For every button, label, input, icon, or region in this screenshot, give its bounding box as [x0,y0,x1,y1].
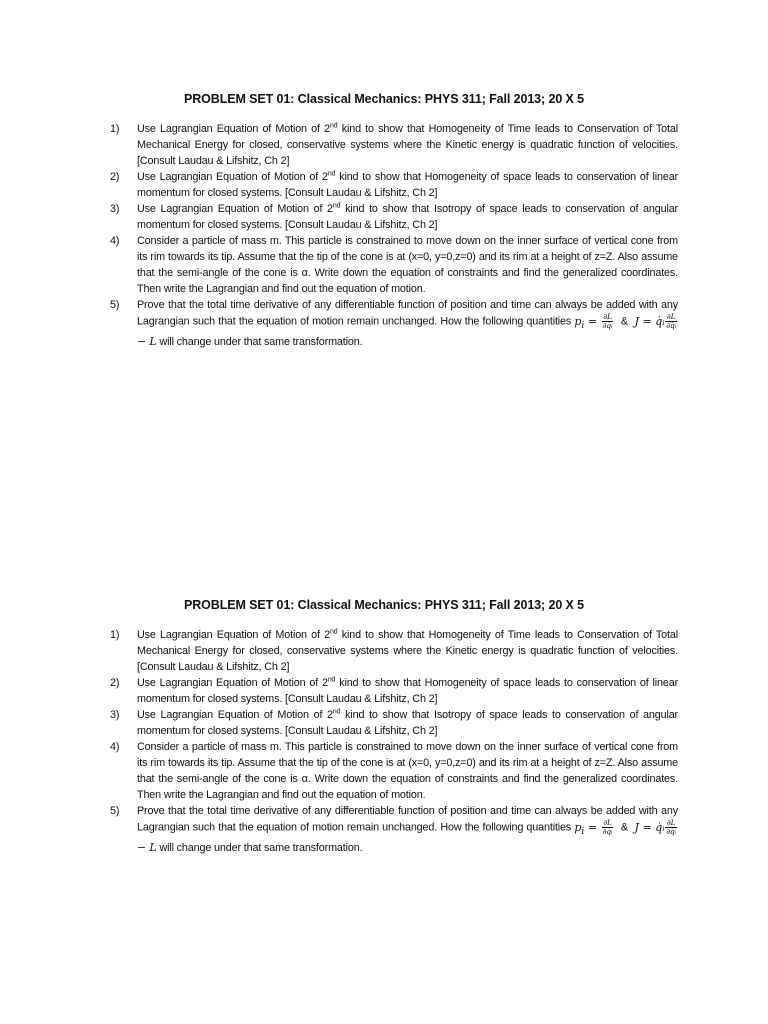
problem-number: 5) [110,299,120,311]
fraction: $\frac{\partial L}{\text{∂q̇ᵢ}}$ [666,818,677,836]
problem-text: kind to show that Homogeneity of Time leads to Conservation of Total Mechanical Energy for closed, conservative systems where the Kinetic energy is quadratic function of velocities. [Consult Laudau & Lifshitz, Ch 2] [137,123,678,167]
ampersand: & [620,821,628,834]
problem-text: Prove that the total time derivative of any differentiable function of position and time can always be added with any Lagrangian such that the equation of motion remain unchanged. How the following quantities [137,299,678,328]
fraction: $\frac{\partial L}{\text{∂q̇ᵢ}}$ [666,312,677,330]
problem-number: 2) [110,171,120,183]
fraction: $\frac{\partial L}{\text{∂q̇ᵢ}}$ [602,312,613,330]
problem-4 [0,739,768,803]
problem-text: kind to show that Homogeneity of Time leads to Conservation of Total Mechanical Energy for closed, conservative systems where the Kinetic energy is quadratic function of velocities. [Consult Laudau & Lifshitz, Ch 2] [137,629,678,673]
problem-number: 2) [110,677,120,689]
problem-text: will change under that same transformation. [159,841,363,854]
problem-number: 1) [110,629,120,641]
problem-text: kind to show that Homogeneity of space leads to conservation of linear momentum for closed systems. [Consult Laudau & Lifshitz, Ch 2] [137,677,679,705]
superscript: nd [327,170,336,178]
problem-number: 4) [110,235,120,247]
superscript: nd [327,676,336,684]
problem-text: Use Lagrangian Equation of Motion of 2 [137,171,328,183]
problem-text: Use Lagrangian Equation of Motion of 2 [137,629,330,641]
problem-text: Use Lagrangian Equation of Motion of 2 [137,203,333,215]
problem-text: kind to show that Homogeneity of space leads to conservation of linear momentum for closed systems. [Consult Laudau & Lifshitz, Ch 2] [137,171,679,199]
problem-set-copy-2 [0,598,768,856]
superscript: nd [332,708,341,716]
problem-text: Consider a particle of mass m. This particle is constrained to move down on the inner surface of vertical cone from its rim towards its tip. Assume that the tip of the cone is at (x=0, y=0,z=0) and its rim at a height of z=Z. Also assume that the semi-angle of the cone is α. Write down the equation of constraints and find the generalized coordinates. Then write the Lagrangian and find out the equation of motion. [137,741,678,801]
problem-number: 4) [110,741,120,753]
energy-formula: J = q̇ᵢ $\frac{\partial L}{\text{∂q̇ᵢ}}$ − L [137,818,677,854]
problem-text: Use Lagrangian Equation of Motion of 2 [137,677,328,689]
problem-number: 3) [110,709,120,721]
problem-3 [0,707,768,739]
problem-4 [0,233,768,297]
problem-text: Consider a particle of mass m. This particle is constrained to move down on the inner surface of vertical cone from its rim towards its tip. Assume that the tip of the cone is at (x=0, y=0,z=0) and its rim at a height of z=Z. Also assume that the semi-angle of the cone is α. Write down the equation of constraints and find the generalized coordinates. Then write the Lagrangian and find out the equation of motion. [137,235,678,295]
problem-5 [0,803,768,856]
momentum-formula: $p_i$ = $\frac{\partial L}{\text{∂q̇ᵢ}}$ [574,818,613,837]
problem-list [0,627,768,856]
problem-number: 3) [110,203,120,215]
fraction: $\frac{\partial L}{\text{∂q̇ᵢ}}$ [602,818,613,836]
problem-text: Use Lagrangian Equation of Motion of 2 [137,123,330,135]
problem-1 [0,627,768,675]
problem-set-copy-1 [0,92,768,350]
problem-text: Prove that the total time derivative of any differentiable function of position and time can always be added with any Lagrangian such that the equation of motion remain unchanged. How the following quantities [137,805,678,834]
energy-formula: J = q̇ᵢ $\frac{\partial L}{\text{∂q̇ᵢ}}$ − L [137,312,677,348]
problem-text: kind to show that Isotropy of space leads to conservation of angular momentum for closed systems. [Consult Laudau & Lifshitz, Ch 2] [137,203,679,231]
momentum-formula: $p_i$ = $\frac{\partial L}{\text{∂q̇ᵢ}}$ [574,312,613,331]
problem-2 [0,675,768,707]
problem-1 [0,121,768,169]
superscript: nd [329,628,338,636]
problem-3 [0,201,768,233]
ampersand: & [620,315,628,328]
problem-list [0,121,768,350]
problem-5 [0,297,768,350]
problem-text: will change under that same transformation. [159,335,363,348]
page-title: PROBLEM SET 01: Classical Mechanics: PHYS 311; Fall 2013; 20 X 5 [183,92,585,106]
superscript: nd [332,202,341,210]
problem-text: kind to show that Isotropy of space leads to conservation of angular momentum for closed systems. [Consult Laudau & Lifshitz, Ch 2] [137,709,679,737]
problem-number: 5) [110,805,120,817]
problem-2 [0,169,768,201]
problem-text: Use Lagrangian Equation of Motion of 2 [137,709,333,721]
superscript: nd [329,122,338,130]
page-title: PROBLEM SET 01: Classical Mechanics: PHYS 311; Fall 2013; 20 X 5 [183,598,585,612]
problem-number: 1) [110,123,120,135]
